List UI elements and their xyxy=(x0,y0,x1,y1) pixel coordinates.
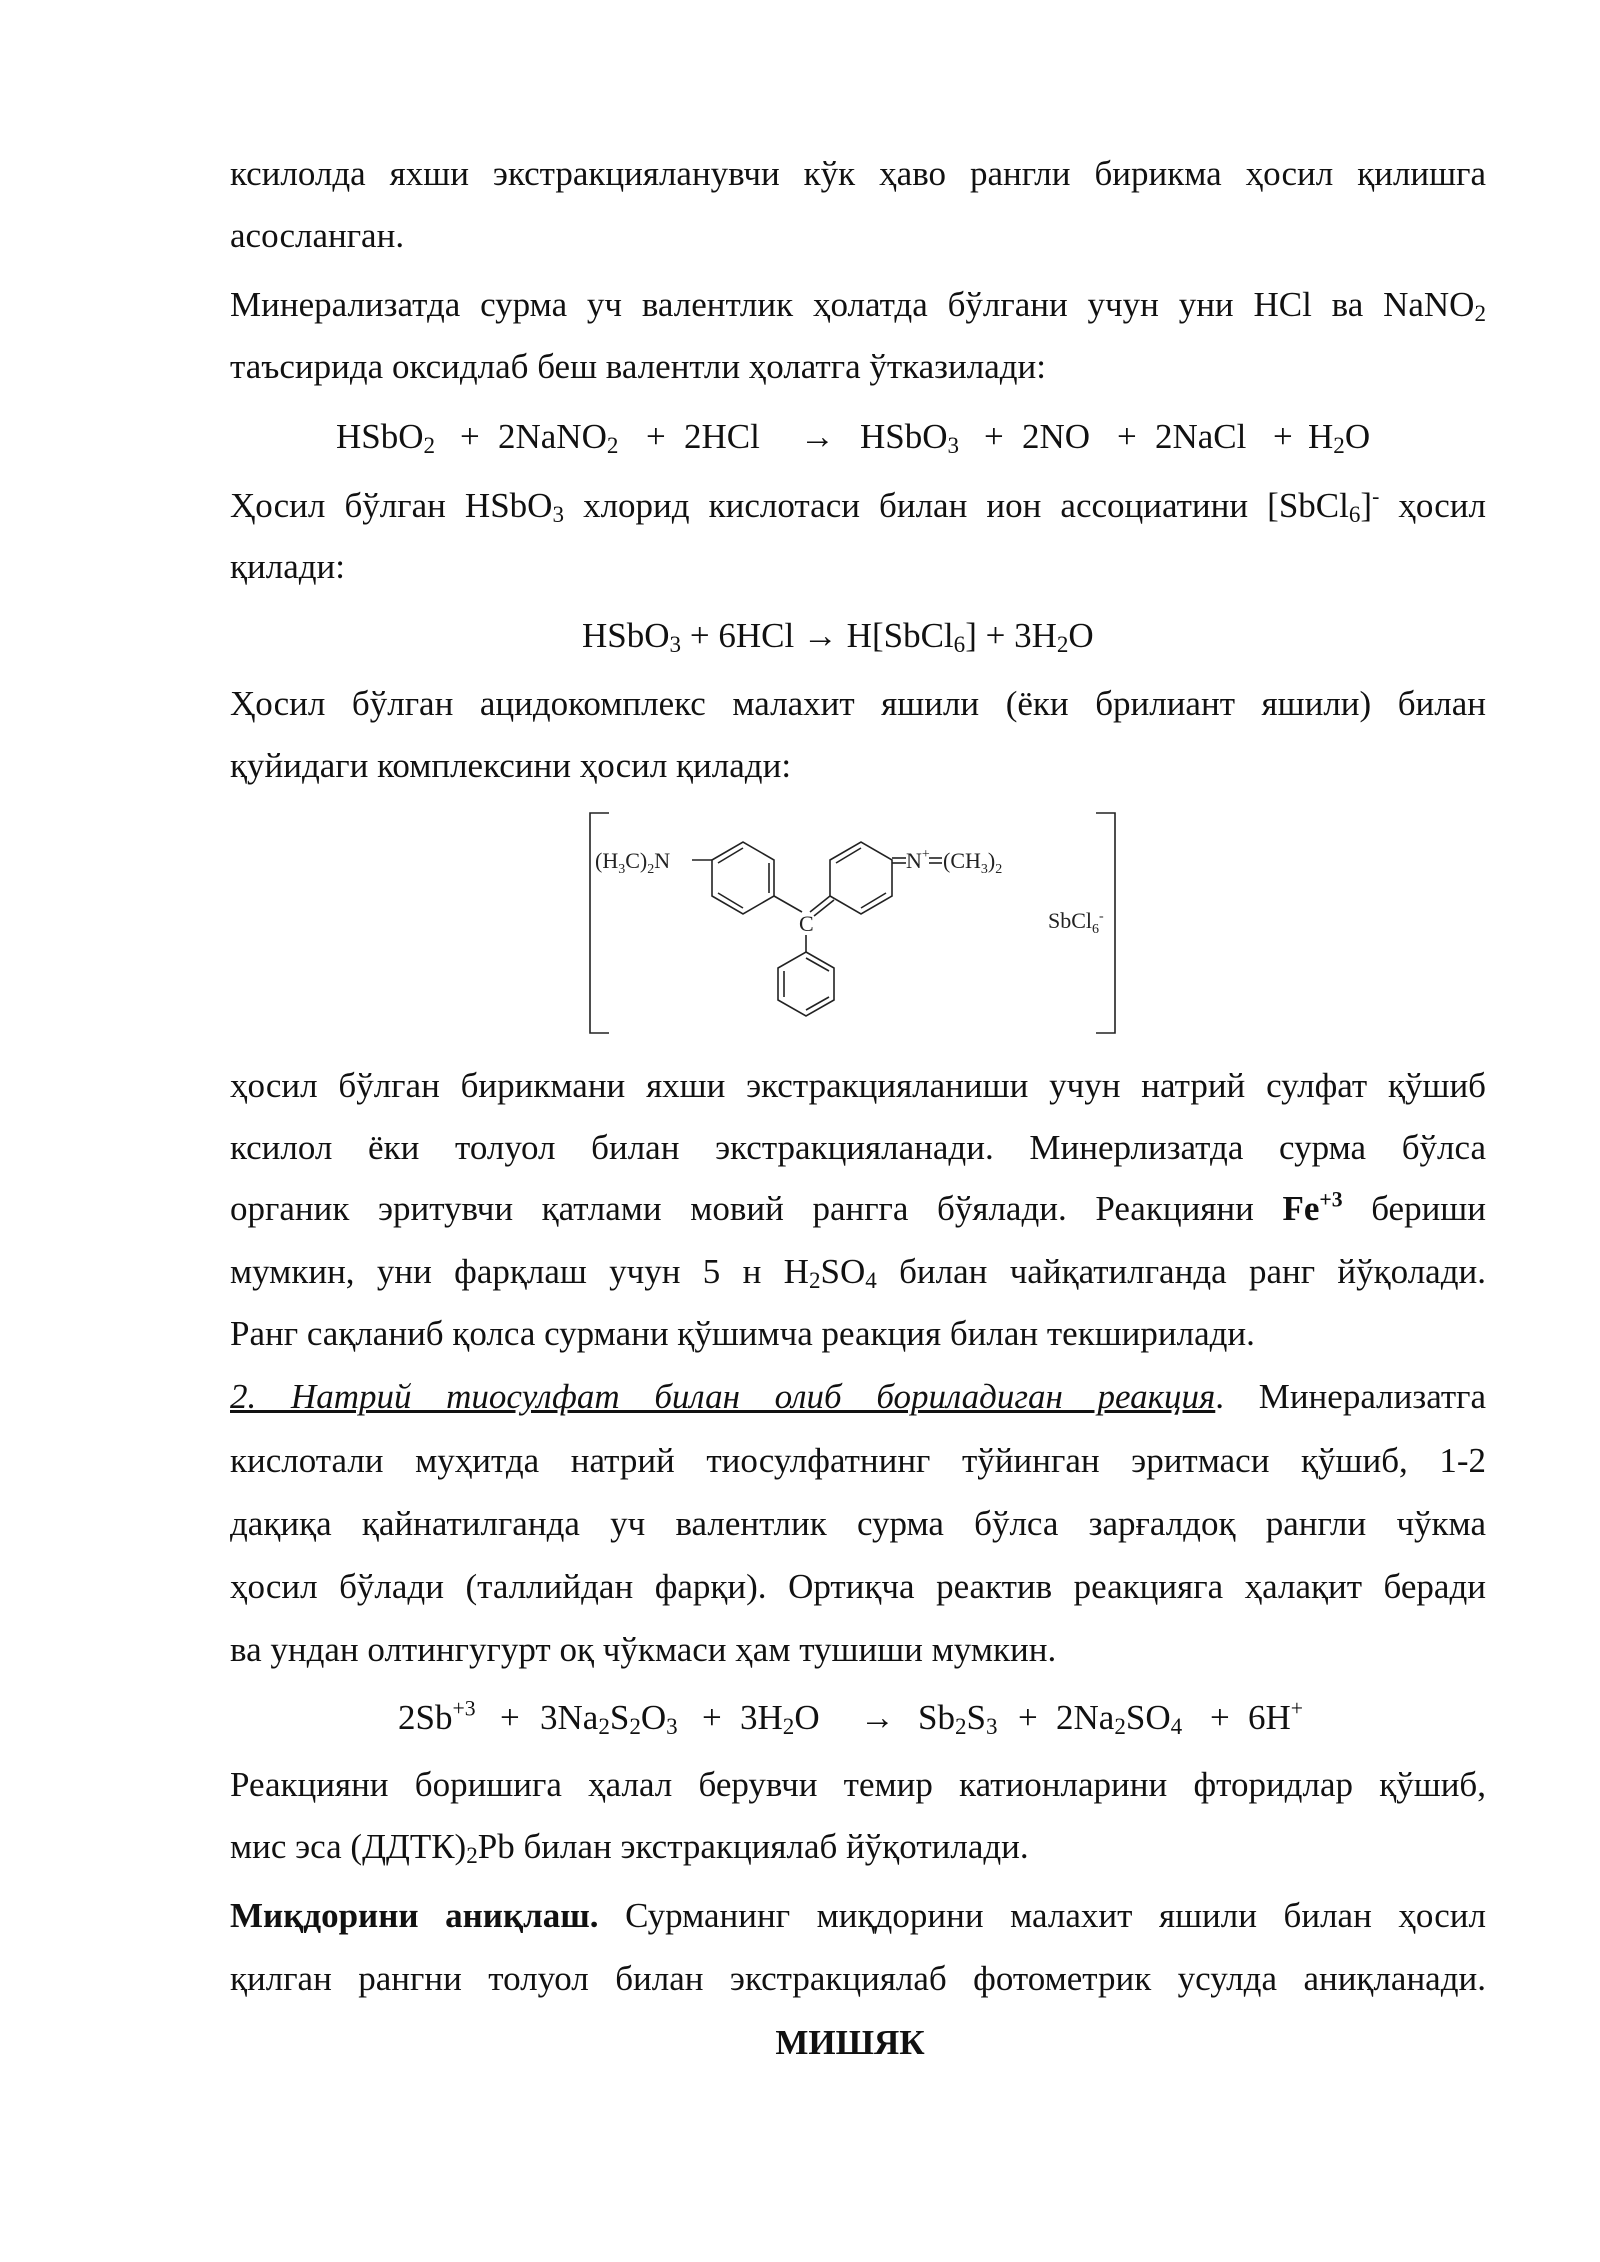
text-line: Ҳосил бўлган HSbO$_3$ хлорид кислотаси билан ион ассоциатини [SbCl$_6$]- ҳосил xyxy=(230,484,1486,528)
text-line: қилади: xyxy=(230,547,345,586)
text-line: мис эса $(ДДТК)_2Pb$ билан экстракциялаб йўқотилади. xyxy=(230,1827,1029,1869)
svg-text:N+: N+ xyxy=(906,847,930,873)
text-line: Реакцияни боришига ҳалал берувчи темир катионларини фторидлар қўшиб, xyxy=(230,1765,1486,1804)
section-heading-line: 2. Натрий тиосулфат билан олиб бориладиган реакция. Минерализатга xyxy=(230,1377,1487,1416)
text-line: мумкин, уни фарқлаш учун 5 н $H_2SO_4$ билан чайқатилганда ранг йўқолади. xyxy=(230,1252,1486,1294)
text-line: ва ундан олтингугурт оқ чўкмаси ҳам тушиши мумкин. xyxy=(230,1630,1057,1669)
section-title: 2. Натрий тиосулфат билан олиб бориладиган реакция xyxy=(230,1377,1216,1416)
text-line: дақиқа қайнатилганда уч валентлик сурма бўлса зарғалдоқ рангли чўкма xyxy=(230,1504,1486,1543)
svg-text:SbCl6-: SbCl$_6$- xyxy=(1048,908,1104,937)
bold-lead: Миқдорини аниқлаш. xyxy=(230,1896,599,1935)
svg-text:(CH3)2: $(CH_3)_2$ xyxy=(943,848,1003,877)
text-line: таъсирида оксидлаб беш валентли ҳолатга ўтказилади: xyxy=(230,347,1046,386)
text-line: ксилолда яхши экстракцияланувчи кўк ҳаво рангли бирикма ҳосил қилишга xyxy=(230,154,1486,193)
text-line: кислотали муҳитда натрий тиосулфатнинг тўйинган эритмаси қўшиб, 1-2 xyxy=(230,1441,1486,1480)
document-page: ксилолда яхши экстракцияланувчи кўк ҳаво рангли бирикма ҳосил қилишга асосланган. Минерализатда сурма уч валентлик ҳолатда бўлгани учун уни HCl ва NaNO$_2$ таъсирида оксидлаб беш валентли ҳолатга ўтказилади: HSbO$_2$ + 2NaNO$_2$ + 2HCl → HSbO$_3$ + 2NO + 2NaCl + $H_2O$ Ҳосил бўлган HSbO$_3$ хлорид кислотаси билан ион ассоциатини [SbCl$_6$]- ҳосил қилади: HSbO$_3$ + 6HCl → H[SbCl$_6$] + $3H_2O$ Ҳосил бўлган ацидокомплекс малахит яшили (ёки брилиант яшили) билан қуйидаги комплексини ҳосил қилади: $(H_3C)_2N$ N+ $(CH_3)_2$ C SbCl$_6$- ҳосил бўлган бирикмани яхши экстракцияланиши учун натрий сулфат қўшиб ксилол ёки толуол билан экстракцияланади. Минерлизатда сурма бўлса органик эритувчи қатлами мовий рангга бўялади. Реакцияни $Fe^{+3}$ бериши мумкин, уни фарқлаш учун 5 н $H_2SO_4$ билан чайқатилганда ранг йўқолади. Ранг сақланиб қолса сурмани қўшимча реакция билан текширилади. 2. Натрий тиосулфат билан олиб бориладиган реакция. Минерализатга кислотали муҳитда натрий тиосулфатнинг тўйинган эритмаси қўшиб, 1-2 дақиқа қайнатилганда уч валентлик сурма бўлса зарғалдоқ рангли чўкма ҳосил бўлади (таллийдан фарқи). Ортиқча реактив реакцияга ҳалақит беради ва ундан олтингугурт оқ чўкмаси ҳам тушиши мумкин. $2Sb^{+3}$ + $3Na_2S_2O_3$ + $3H_2O$ → $Sb_2S_3$ + $2Na_2SO_4$ + 6H+ Реакцияни боришига ҳалал берувчи темир катионларини фторидлар қўшиб, мис эса $(ДДТК)_2Pb$ билан экстракциялаб йўқотилади. Миқдорини аниқлаш. Сурманинг миқдорини малахит яшили билан ҳосил қилган рангни толуол билан экстракциялаб фотометрик усулда аниқланади. МИШЯК xyxy=(0,0,1600,2262)
text-line: қилган рангни толуол билан экстракциялаб фотометрик усулда аниқланади. xyxy=(230,1959,1486,1998)
malachite-green-complex-structure xyxy=(580,800,1140,1040)
text-line: Ҳосил бўлган ацидокомплекс малахит яшили (ёки брилиант яшили) билан xyxy=(230,684,1486,723)
text-line: асосланган. xyxy=(230,216,405,255)
text-line: Миқдорини аниқлаш. Сурманинг миқдорини малахит яшили билан ҳосил xyxy=(230,1896,1486,1935)
svg-text:C: C xyxy=(799,911,814,936)
text-line: ҳосил бўлади (таллийдан фарқи). Ортиқча реактив реакцияга ҳалақит беради xyxy=(230,1567,1486,1606)
text-line: органик эритувчи қатлами мовий рангга бўялади. Реакцияни $Fe^{+3}$ бериши xyxy=(230,1187,1486,1228)
section-heading: МИШЯК xyxy=(775,2023,925,2062)
text-line: ксилол ёки толуол билан экстракцияланади. Минерлизатда сурма бўлса xyxy=(230,1128,1486,1167)
text-line: Ранг сақланиб қолса сурмани қўшимча реакция билан текширилади. xyxy=(230,1314,1255,1353)
text-line: Минерализатда сурма уч валентлик ҳолатда бўлгани учун уни HCl ва NaNO$_2$ xyxy=(230,285,1486,327)
equation-2: HSbO$_3$ + 6HCl → H[SbCl$_6$] + $3H_2O$ xyxy=(582,616,1094,658)
text-line: ҳосил бўлган бирикмани яхши экстракцияланиши учун натрий сулфат қўшиб xyxy=(230,1066,1486,1105)
svg-text:(H3C)2N: $(H_3C)_2N$ xyxy=(595,848,671,877)
text-line: қуйидаги комплексини ҳосил қилади: xyxy=(230,746,792,785)
